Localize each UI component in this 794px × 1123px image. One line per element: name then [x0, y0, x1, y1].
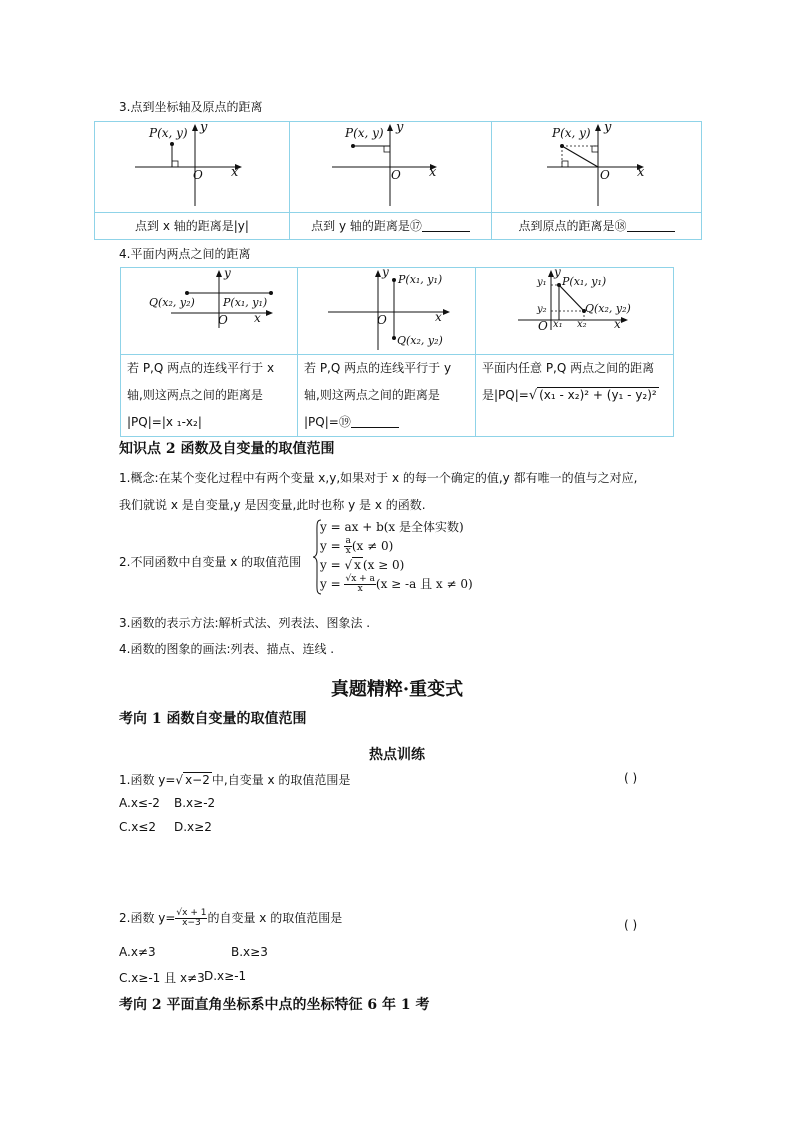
q1-option-d[interactable]: D.x≥2	[174, 820, 212, 834]
blank-mark-19: ⑲	[338, 415, 351, 429]
direction-1-title: 考向 1 函数自变量的取值范围	[119, 711, 307, 727]
question-1: 1.函数 y=√ x−2 中,自变量 x 的取值范围是	[119, 773, 351, 787]
blank-mark-17: ⑰	[409, 219, 422, 233]
label-y-axis: y	[382, 265, 389, 279]
blank-mark-18: ⑱	[614, 219, 627, 233]
label-origin: O	[193, 168, 203, 182]
label-y-axis: y	[554, 265, 561, 279]
label-y-axis: y	[396, 120, 404, 135]
figure-point-to-x-axis	[95, 122, 290, 213]
q1-option-c[interactable]: C.x≤2	[119, 820, 156, 834]
section-3-title: 3.点到坐标轴及原点的距离	[119, 100, 263, 114]
distance-formula: (x₁ - x₂)² + (y₁ - y₂)²	[539, 388, 657, 402]
q2-option-b[interactable]: B.x≥3	[231, 945, 268, 959]
label-p: P(x, y)	[149, 126, 188, 140]
label-origin: O	[218, 313, 228, 327]
knowledge-point-2-title: 知识点 2 函数及自变量的取值范围	[119, 441, 335, 457]
answer-blank	[627, 219, 675, 232]
label-p: P(x₁, y₁)	[398, 273, 443, 286]
figure-any-two-points	[476, 265, 674, 355]
caption-distance-y-axis: 点到 y 轴的距离是⑰	[290, 213, 491, 239]
question-2: 2.函数 y= $\frac{√x + 1}{x-3}$ 的自变量 x 的取值范围是	[119, 908, 343, 928]
label-p: P(x₁, y₁)	[562, 275, 607, 288]
answer-blank	[351, 415, 399, 428]
case-reciprocal: y = $\frac{a}{x}$ (x ≠ 0)	[320, 536, 394, 556]
label-q: Q(x₂, y₂)	[585, 302, 631, 315]
page-heading: 真题精粹·重变式	[330, 679, 464, 700]
label-x1: x₁	[553, 319, 563, 330]
label-p: P(x₁, y₁)	[223, 296, 268, 309]
case-linear: y = ax + b(x 是全体实数)	[320, 520, 464, 534]
label-origin: O	[600, 168, 610, 182]
text-parallel-y: 若 P,Q 两点的连线平行于 y 轴,则这两点之间的距离是 |PQ|=⑲	[298, 355, 476, 437]
q2-option-d[interactable]: D.x≥-1	[204, 969, 247, 983]
figure-point-to-y-axis	[290, 122, 492, 213]
concept-line-2: 我们就说 x 是自变量,y 是因变量,此时也称 y 是 x 的函数.	[119, 498, 426, 512]
case-sqrt: y = √ x (x ≥ 0)	[320, 558, 405, 572]
graphing-methods: 4.函数的图象的画法:列表、描点、连线 .	[119, 642, 335, 656]
label-origin: O	[377, 313, 387, 327]
answer-bracket-1[interactable]: ( )	[624, 771, 638, 785]
text-any-two-points: 平面内任意 P,Q 两点之间的距离 是|PQ|=√ (x₁ - x₂)² + (y₁ - y₂)²	[476, 355, 674, 437]
section-4-title: 4.平面内两点之间的距离	[119, 247, 251, 261]
point-distance-table	[94, 121, 702, 240]
text-parallel-x: 若 P,Q 两点的连线平行于 x 轴,则这两点之间的距离是 |PQ|=|x ₁-x₂|	[121, 355, 298, 437]
answer-blank	[422, 219, 470, 232]
q2-option-c[interactable]: C.x≥-1 且 x≠3	[119, 971, 205, 985]
label-x-axis: x	[435, 310, 442, 324]
concept-line-1: 1.概念:在某个变化过程中有两个变量 x,y,如果对于 x 的每一个确定的值,y 都有唯一的值与之对应,	[119, 471, 638, 485]
label-y-axis: y	[200, 120, 208, 135]
label-x2: x₂	[577, 319, 587, 330]
representation-methods: 3.函数的表示方法:解析式法、列表法、图象法 .	[119, 616, 371, 630]
caption-distance-origin: 点到原点的距离是⑱	[492, 213, 701, 239]
hot-training-title: 热点训练	[369, 747, 425, 763]
q1-option-b[interactable]: B.x≥-2	[174, 796, 216, 810]
label-p: P(x, y)	[345, 126, 384, 140]
two-point-distance-table	[120, 267, 674, 437]
label-q: Q(x₂, y₂)	[149, 296, 195, 309]
label-x-axis: x	[231, 165, 239, 180]
answer-bracket-2[interactable]: ( )	[624, 918, 638, 932]
label-x-axis: x	[254, 311, 261, 325]
label-y2: y₂	[537, 304, 547, 315]
q2-option-a[interactable]: A.x≠3	[119, 945, 156, 959]
label-y1: y₁	[537, 277, 547, 288]
label-x-axis: x	[637, 165, 645, 180]
q1-option-a[interactable]: A.x≤-2	[119, 796, 160, 810]
caption-distance-x-axis: 点到 x 轴的距离是|y|	[135, 219, 249, 233]
direction-2-title: 考向 2 平面直角坐标系中点的坐标特征 6 年 1 考	[119, 997, 430, 1013]
figure-parallel-y	[298, 265, 476, 355]
label-q: Q(x₂, y₂)	[397, 334, 443, 347]
figure-parallel-x	[121, 268, 298, 355]
label-p: P(x, y)	[552, 126, 591, 140]
label-x-axis: x	[429, 165, 437, 180]
case-sqrt-fraction: y = $\frac{√x + a}{x}$ (x ≥ -a 且 x ≠ 0)	[320, 574, 473, 594]
label-y-axis: y	[604, 120, 612, 135]
label-origin: O	[391, 168, 401, 182]
label-x-axis: x	[614, 317, 621, 331]
figure-point-to-origin	[492, 122, 702, 213]
domain-ranges-label: 2.不同函数中自变量 x 的取值范围	[119, 555, 302, 569]
label-origin: O	[538, 319, 548, 333]
label-y-axis: y	[224, 266, 231, 280]
function-cases	[320, 518, 473, 594]
